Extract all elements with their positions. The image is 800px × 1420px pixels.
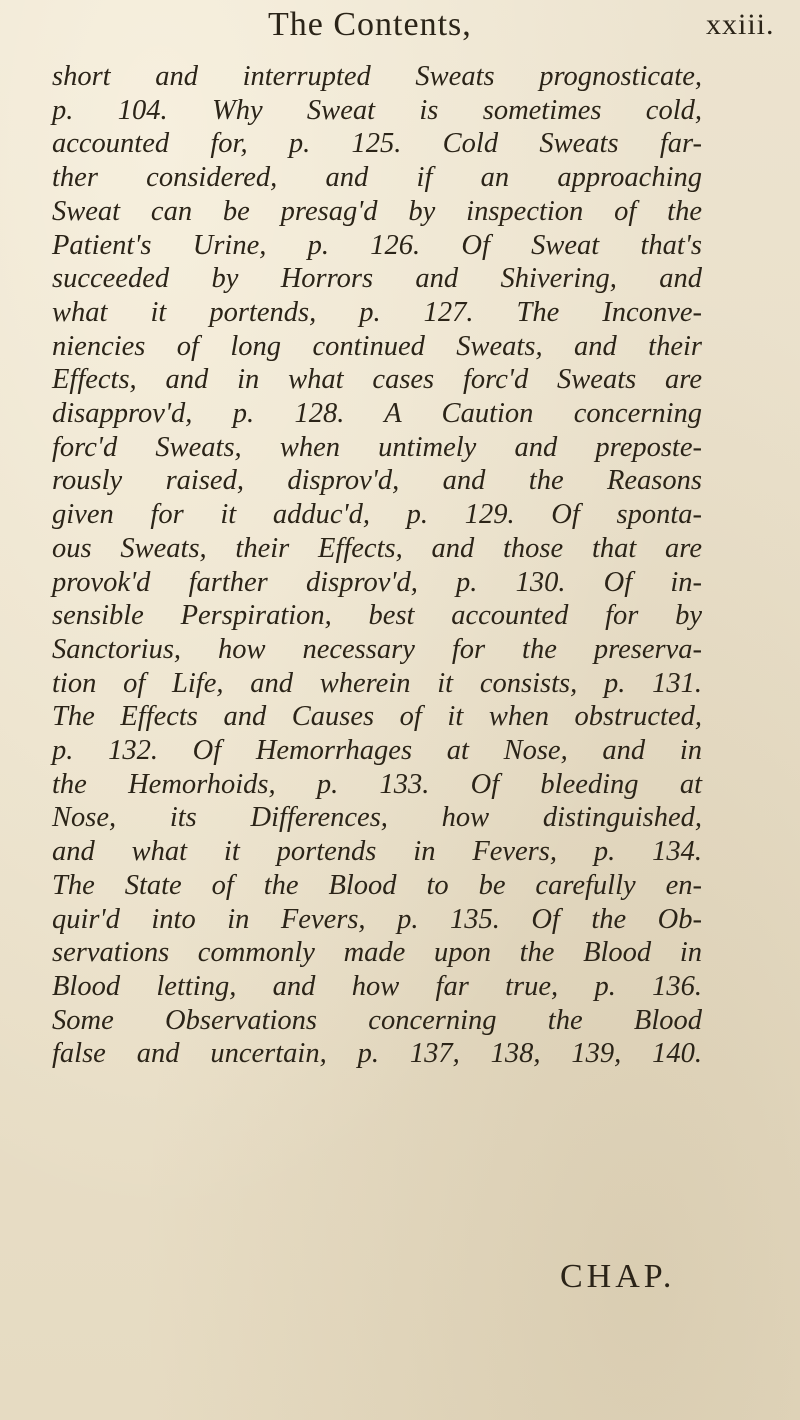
- text-line: Some Observations concerning the Blood: [52, 1004, 702, 1036]
- text-line: sensible Perspiration, best accounted for by: [52, 600, 702, 632]
- text-line: Sweat can be presag'd by inspection of the: [52, 195, 702, 227]
- contents-text: [52, 60, 702, 1071]
- text-line: The State of the Blood to be carefully en-: [52, 869, 702, 901]
- text-line: Blood letting, and how far true, p. 136.: [52, 970, 702, 1002]
- text-line: ous Sweats, their Effects, and those that are: [52, 532, 702, 564]
- text-line: forc'd Sweats, when untimely and preposte-: [52, 431, 702, 463]
- catchword: CHAP.: [560, 1258, 676, 1295]
- text-line: Effects, and in what cases forc'd Sweats are: [52, 364, 702, 396]
- running-title: The Contents,: [268, 6, 472, 43]
- text-line: succeeded by Horrors and Shivering, and: [52, 263, 702, 295]
- text-line: Patient's Urine, p. 126. Of Sweat that's: [52, 229, 702, 261]
- text-line: the Hemorhoids, p. 133. Of bleeding at: [52, 768, 702, 800]
- text-line: provok'd farther disprov'd, p. 130. Of in-: [52, 566, 702, 598]
- text-line: disapprov'd, p. 128. A Caution concerning: [52, 398, 702, 430]
- text-line: p. 132. Of Hemorrhages at Nose, and in: [52, 735, 702, 767]
- text-line: Sanctorius, how necessary for the preserva-: [52, 633, 702, 665]
- text-line: given for it adduc'd, p. 129. Of sponta-: [52, 499, 702, 531]
- text-line: what it portends, p. 127. The Inconve-: [52, 296, 702, 328]
- text-line: p. 104. Why Sweat is sometimes cold,: [52, 94, 702, 126]
- text-line: short and interrupted Sweats prognosticate,: [52, 61, 702, 92]
- text-line: ther considered, and if an approaching: [52, 162, 702, 194]
- text-line: servations commonly made upon the Blood in: [52, 937, 702, 969]
- text-line: false and uncertain, p. 137, 138, 139, 140.: [52, 1038, 702, 1070]
- text-line: niencies of long continued Sweats, and their: [52, 330, 702, 362]
- text-line: tion of Life, and wherein it consists, p. 131.: [52, 667, 702, 699]
- text-line: The Effects and Causes of it when obstructed,: [52, 701, 702, 733]
- text-line: Nose, its Differences, how distinguished,: [52, 802, 702, 834]
- text-line: and what it portends in Fevers, p. 134.: [52, 836, 702, 868]
- page-number: xxiii.: [706, 8, 775, 41]
- text-line: rously raised, disprov'd, and the Reasons: [52, 465, 702, 497]
- text-line: quir'd into in Fevers, p. 135. Of the Ob-: [52, 903, 702, 935]
- text-line: accounted for, p. 125. Cold Sweats far-: [52, 128, 702, 160]
